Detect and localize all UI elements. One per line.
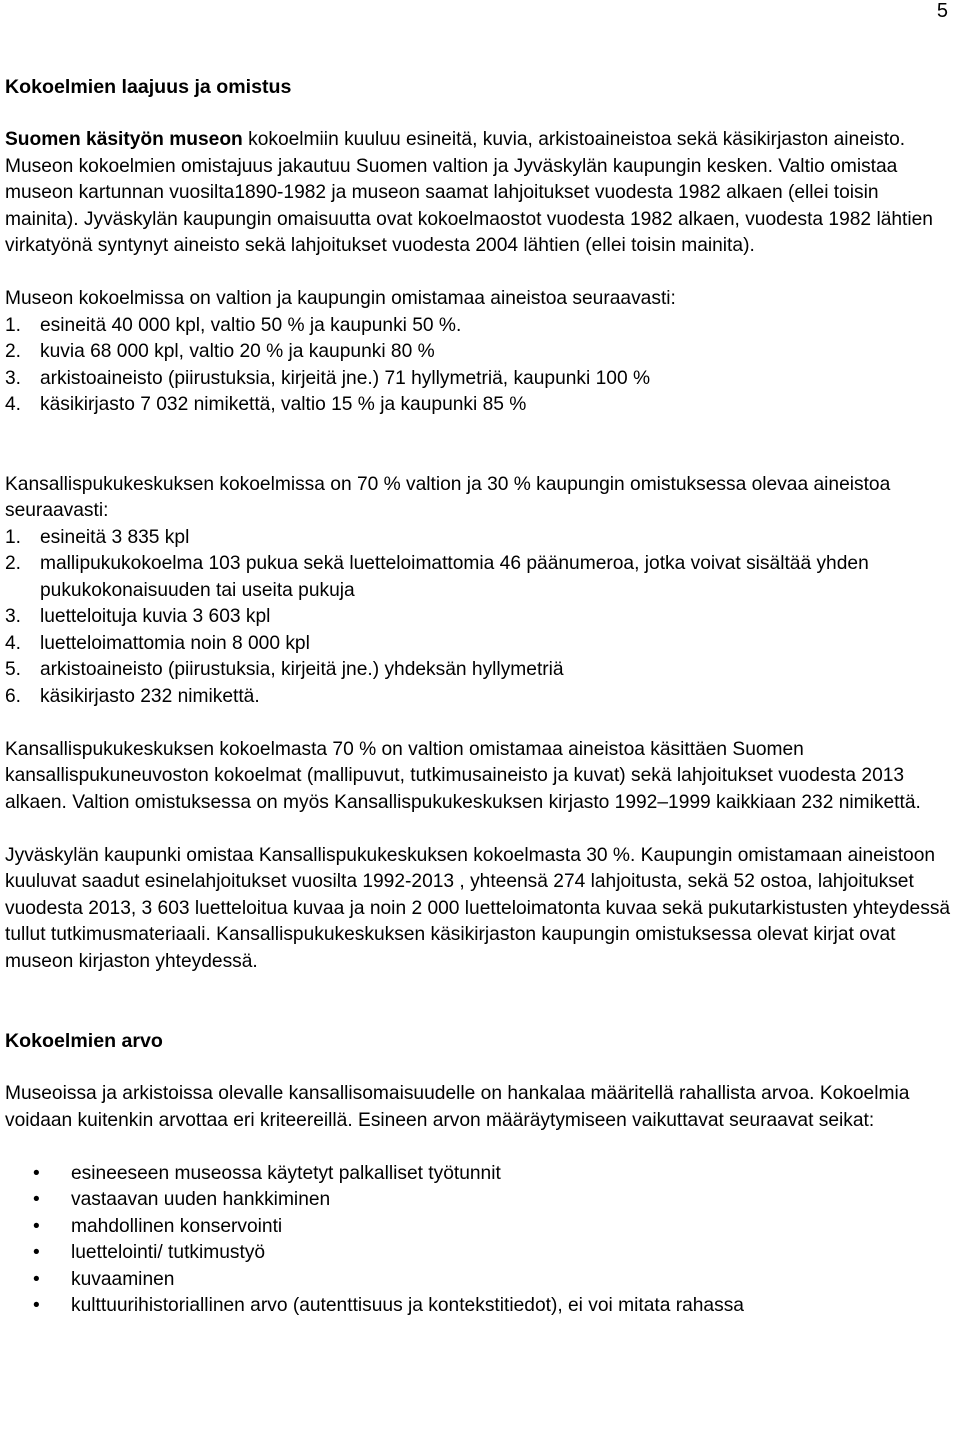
bullet-icon: •: [33, 1162, 40, 1184]
kansallis-collection-list: [5, 525, 955, 711]
list-item: 5. arkistoaineisto (piirustuksia, kirjeitä jne.) yhdeksän hyllymetriä: [5, 659, 564, 680]
list-item: 4. käsikirjasto 7 032 nimikettä, valtio 15 % ja kaupunki 85 %: [5, 394, 527, 415]
bullet-icon: •: [33, 1215, 40, 1237]
bullet-icon: •: [33, 1242, 40, 1263]
list-item: 4. luetteloimattomia noin 8 000 kpl: [5, 632, 310, 654]
city-ownership-paragraph: Jyväskylän kaupunki omistaa Kansallispukukeskuksen kokoelmasta 30 %. Kaupungin omistamaan aineistoon kuuluvat saadut esinelahjoitukset vuosilta 1992-2013 , yhteensä 274 lahjoitusta, sekä 52 ostoa, lahjoitukset vuodesta 2013, 3 603 luetteloitua kuvaa ja noin 2 000 luetteloimatonta kuvaa sekä pukutarkistusten yhteydessä tullut tutkimusmateriaali. Kansallispukukeskuksen käsikirjaston kaupungin omistuksessa olevat kirjat ovat museon kirjaston yhteydessä.: [5, 844, 951, 972]
bullet-icon: •: [33, 1295, 40, 1316]
museum-collection-list: [5, 313, 955, 419]
list-item: • esineeseen museossa käytetyt palkalliset työtunnit: [5, 1161, 955, 1188]
section-heading-laajuus: Kokoelmien laajuus ja omistus: [5, 76, 292, 98]
page-content: [5, 74, 955, 1320]
list-item: • kulttuurihistoriallinen arvo (autenttisuus ja kontekstitiedot), ei voi mitata rahassa: [5, 1293, 955, 1320]
bullet-icon: •: [33, 1268, 40, 1290]
bullet-icon: •: [33, 1189, 40, 1210]
list-item: 3. luetteloituja kuvia 3 603 kpl: [5, 606, 271, 627]
ownership-text: kokoelmiin kuuluu esineitä, kuvia, arkistoaineistoa sekä käsikirjaston aineisto. Museon kokoelmien omistajuus jakautuu Suomen valtion ja Jyväskylän kaupungin kesken. Valtio omistaa museon kartunnan vuosilta1890-1982 ja museon saamat lahjoitukset vuodesta 1982 alkaen (ellei toisin mainita). Jyväskylän kaupungin omaisuutta ovat kokoelmaostot vuodesta 1982 alkaen, vuodesta 1982 lähtien virkatyönä syntynyt aineisto sekä lahjoitukset vuodesta 2004 lähtien (ellei toisin mainita).: [5, 129, 933, 256]
state-ownership-paragraph: Kansallispukukeskuksen kokoelmasta 70 % on valtion omistamaa aineistoa käsittäen Suomen kansallispukuneuvoston kokoelmat (mallipuvut, tutkimusaineisto ja kuvat) sekä lahjoitukset vuodesta 2013 alkaen. Valtion omistuksessa on myös Kansallispukukeskuksen kirjasto 1992–1999 kaikkiaan 232 nimikettä.: [5, 738, 921, 813]
list-item: • kuvaaminen: [5, 1267, 955, 1294]
list-item: 1. esineitä 3 835 kpl: [5, 526, 190, 548]
page-number: 5: [936, 0, 948, 22]
list-item: • mahdollinen konservointi: [5, 1214, 955, 1241]
list-item: • vastaavan uuden hankkiminen: [5, 1187, 955, 1214]
museum-name: Suomen käsityön museon: [5, 129, 243, 150]
kansallis-list-intro: Kansallispukukeskuksen kokoelmissa on 70 % valtion ja 30 % kaupungin omistuksessa olevaa aineistoa seuraavasti:: [5, 473, 891, 521]
value-factors-list: [5, 1161, 955, 1320]
ownership-paragraph: [5, 127, 955, 260]
list-item: 6. käsikirjasto 232 nimikettä.: [5, 685, 260, 707]
value-paragraph: Museoissa ja arkistoissa olevalle kansallisomaisuudelle on hankalaa määritellä rahallista arvoa. Kokoelmia voidaan kuitenkin arvottaa eri kriteereillä. Esineen arvon määräytymiseen vaikuttavat seuraavat seikat:: [5, 1083, 910, 1131]
list-item: 2. mallipukukokoelma 103 pukua sekä luetteloimattomia 46 päänumeroa, jotka voivat sisältää yhden pukukokonaisuuden tai useita pukuja: [5, 553, 869, 601]
list-item: 3. arkistoaineisto (piirustuksia, kirjeitä jne.) 71 hyllymetriä, kaupunki 100 %: [5, 367, 651, 389]
list-item: • luettelointi/ tutkimustyö: [5, 1240, 955, 1267]
list-item: 2. kuvia 68 000 kpl, valtio 20 % ja kaupunki 80 %: [5, 341, 435, 362]
section-heading-arvo: Kokoelmien arvo: [5, 1030, 163, 1052]
museum-list-intro: Museon kokoelmissa on valtion ja kaupungin omistamaa aineistoa seuraavasti:: [5, 288, 676, 309]
list-item: 1. esineitä 40 000 kpl, valtio 50 % ja kaupunki 50 %.: [5, 314, 462, 336]
